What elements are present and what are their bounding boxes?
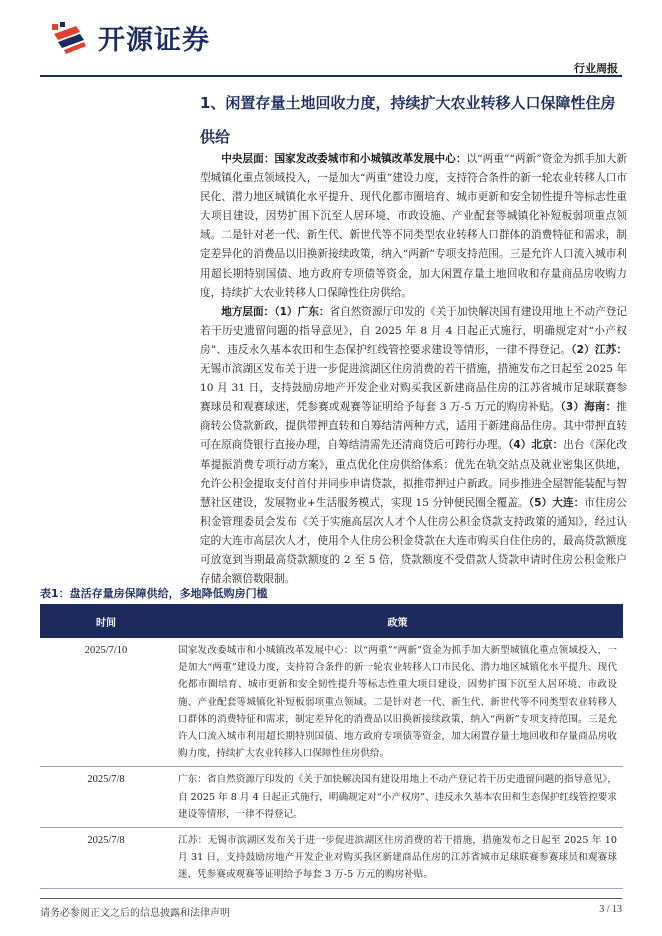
page-number: 3 / 13 — [599, 904, 622, 915]
dalian-text: 市住房公积金管理委员会发布《关于实施高层次人才个人住房公积金贷款支持政策的通知》，经过认定的大连市高层次人才，使用个人住房公积金贷款在大连市购买自住住房的，最高贷款额度可放宽到当期最高贷款额度的 2 至 5 倍，贷款额度不受借款人贷款申请时住房公积金账户存储余额倍数限制。 — [200, 496, 628, 586]
policy-table — [40, 604, 623, 889]
table-row — [40, 828, 623, 889]
guangdong-text: 省自然资源厅印发的《关于加快解决国有建设用地上不动产登记若干历史遗留问题的指导意见》，自 2025 年 8 月 4 日起正式施行，明确规定对“小产权房”、违反永久基本农田和生态保护红线管控要求建设等情形，一律不得登记。 — [200, 305, 628, 356]
footer-divider — [40, 898, 622, 899]
column-header-date: 时间 — [40, 604, 172, 638]
table-row — [40, 767, 623, 828]
table-cell-policy: 广东：省自然资源厅印发的《关于加快解决国有建设用地上不动产登记若干历史遗留问题的指导意见》，自 2025 年 8 月 4 日起正式施行，明确规定对“小产权房”、违反永久基本农田和生态保护红线管控要求建设等情形，一律不得登记。 — [172, 767, 623, 828]
central-level-text: 以“两重”“两新”资金为抓手加大新型城镇化重点领域投入，一是加大“两重”建设力度，支持符合条件的新一轮农业转移人口市民化、潜力地区城镇化水平提升、现代化都市圈培育、城市更新和安全韧性提升等标志性重大项目建设，因势扩围下沉至人居环境、市政设施、产业配套等城镇化补短板弱项重点领域。二是针对老一代、新生代、新世代等不同类型农业转移人口群体的消费特征和需求，制定差异化的消费品以旧换新接续政策，纳入“两新”专项支持范围。三是允许人口流入城市利用超长期特别国债、地方政府专项债等资金，加大闲置存量土地回收和存量商品房收购力度，持续扩大农业转移人口保障性住房供给。 — [200, 153, 627, 299]
dalian-label: （5）大连： — [528, 496, 585, 509]
table-row — [40, 638, 623, 767]
header-divider — [40, 75, 622, 77]
jiangsu-label: （2）江苏： — [571, 343, 627, 356]
brand-logo-icon — [50, 20, 90, 56]
table-header-row — [40, 604, 623, 638]
paragraph-local — [200, 303, 627, 589]
paragraph-central — [200, 150, 627, 303]
local-level-lead: 地方层面： — [221, 305, 275, 318]
central-level-lead: 中央层面：国家发改委城市和小城镇改革发展中心： — [221, 153, 467, 165]
brand-name: 开源证券 — [98, 25, 210, 56]
document-type-label: 行业周报 — [574, 62, 618, 75]
table-cell-date: 2025/7/8 — [40, 828, 172, 889]
hainan-label: （3）海南： — [560, 401, 617, 414]
guangdong-label: （1）广东： — [274, 305, 330, 318]
hainan-text: 推商转公贷款新政，提供带押直转和自筹结清两种方式，适用于新建商品住房。其中带押直转可在原商贷银行直接办理，自筹结清需先还清商贷后可跨行办理。 — [200, 401, 627, 452]
table-cell-date: 2025/7/8 — [40, 767, 172, 828]
table-cell-policy: 江苏：无锡市滨湖区发布关于进一步促进滨湖区住房消费的若干措施，措施发布之日起至 2025 年 10 月 31 日，支持鼓励房地产开发企业对购买我区新建商品住房的江苏省城市足球联赛参赛球员和观赛球迷，凭参赛或观赛等证明给予每套 3 万-5 万元的购房补贴。 — [172, 828, 623, 889]
body-text — [200, 150, 627, 589]
page-header — [0, 0, 662, 76]
table-cell-policy: 国家发改委城市和小城镇改革发展中心：以“两重”“两新”资金为抓手加大新型城镇化重点领域投入，一是加大“两重”建设力度，支持符合条件的新一轮农业转移人口市民化、潜力地区城镇化水平提升、现代化都市圈培育、城市更新和安全韧性提升等标志性重大项目建设，因势扩围下沉至人居环境、市政设施、产业配套等城镇化补短板弱项重点领域。二是针对老一代、新生代、新世代等不同类型农业转移人口群体的消费特征和需求，制定差异化的消费品以旧换新接续政策，纳入“两新”专项支持范围。三是允许人口流入城市利用超长期特别国债、地方政府专项债等资金，加大闲置存量土地回收和存量商品房收购力度，持续扩大农业转移人口保障性住房供给。 — [172, 638, 623, 767]
column-header-policy: 政策 — [172, 604, 623, 638]
table-cell-date: 2025/7/10 — [40, 638, 172, 767]
section-title: 1、闲置存量土地回收力度，持续扩大农业转移人口保障性住房供给 — [200, 94, 616, 146]
footer-disclaimer: 请务必参阅正文之后的信息披露和法律声明 — [40, 908, 230, 919]
brand-logo — [50, 18, 210, 57]
table-caption: 表1：盘活存量房保障供给，多地降低购房门槛 — [40, 587, 268, 600]
jiangsu-text: 无锡市滨湖区发布关于进一步促进滨湖区住房消费的若干措施，措施发布之日起至 2025 年 10 月 31 日，支持鼓励房地产开发企业对购买我区新建商品住房的江苏省城市足球联赛参赛球员和观赛球迷，凭参赛或观赛等证明给予每套 3 万-5 万元的购房补贴。 — [200, 363, 627, 414]
beijing-text: 出台《深化改革提振消费专项行动方案》，重点优化住房供给体系：优先在轨交站点及就业密集区供地，允许公积金提取支付首付并同步申请贷款，拟推带押过户新政。同步推进全屋智能装配与智慧社区建设，发展物业+生活服务模式，实现 15 分钟便民圈全覆盖。 — [200, 439, 628, 509]
beijing-label: （4）北京： — [508, 439, 564, 452]
